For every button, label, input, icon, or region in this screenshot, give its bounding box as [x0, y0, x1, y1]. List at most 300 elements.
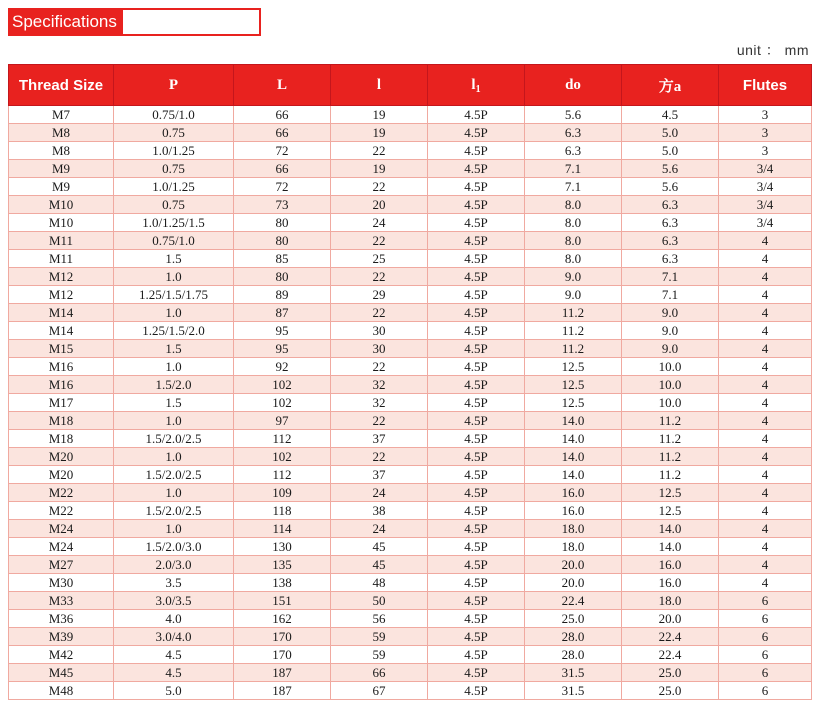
- cell-pitch: 1.0: [114, 304, 234, 322]
- cell-do: 12.5: [525, 376, 622, 394]
- cell-length-l1: 4.5P: [428, 232, 525, 250]
- cell-flutes: 4: [719, 376, 812, 394]
- cell-length-l-small: 22: [331, 232, 428, 250]
- cell-length-l: 109: [234, 484, 331, 502]
- column-header-square-a: 方a: [622, 65, 719, 106]
- cell-flutes: 6: [719, 592, 812, 610]
- cell-flutes: 3/4: [719, 214, 812, 232]
- cell-length-l1: 4.5P: [428, 646, 525, 664]
- cell-thread-size: M10: [9, 214, 114, 232]
- cell-length-l1: 4.5P: [428, 268, 525, 286]
- cell-length-l: 112: [234, 430, 331, 448]
- cell-pitch: 5.0: [114, 682, 234, 700]
- cell-thread-size: M7: [9, 106, 114, 124]
- cell-square-a: 7.1: [622, 286, 719, 304]
- cell-square-a: 14.0: [622, 520, 719, 538]
- cell-length-l1: 4.5P: [428, 466, 525, 484]
- cell-do: 12.5: [525, 394, 622, 412]
- cell-thread-size: M48: [9, 682, 114, 700]
- cell-pitch: 1.0: [114, 268, 234, 286]
- cell-pitch: 1.25/1.5/1.75: [114, 286, 234, 304]
- cell-square-a: 6.3: [622, 196, 719, 214]
- table-row: [9, 502, 812, 520]
- cell-thread-size: M30: [9, 574, 114, 592]
- cell-length-l1: 4.5P: [428, 430, 525, 448]
- cell-length-l-small: 32: [331, 376, 428, 394]
- cell-length-l: 162: [234, 610, 331, 628]
- column-header-l-small: l: [331, 65, 428, 106]
- cell-thread-size: M8: [9, 142, 114, 160]
- cell-do: 14.0: [525, 448, 622, 466]
- cell-pitch: 1.5/2.0/2.5: [114, 502, 234, 520]
- cell-do: 14.0: [525, 412, 622, 430]
- cell-length-l: 66: [234, 160, 331, 178]
- table-header-row: [9, 65, 812, 106]
- cell-flutes: 6: [719, 682, 812, 700]
- cell-thread-size: M36: [9, 610, 114, 628]
- cell-pitch: 1.0/1.25/1.5: [114, 214, 234, 232]
- cell-length-l: 80: [234, 232, 331, 250]
- cell-length-l: 95: [234, 340, 331, 358]
- cell-length-l-small: 19: [331, 106, 428, 124]
- cell-flutes: 4: [719, 412, 812, 430]
- cell-length-l-small: 37: [331, 466, 428, 484]
- cell-flutes: 6: [719, 646, 812, 664]
- cell-length-l-small: 59: [331, 646, 428, 664]
- cell-thread-size: M22: [9, 502, 114, 520]
- table-row: [9, 142, 812, 160]
- cell-flutes: 6: [719, 664, 812, 682]
- cell-length-l-small: 37: [331, 430, 428, 448]
- cell-flutes: 4: [719, 556, 812, 574]
- cell-thread-size: M16: [9, 358, 114, 376]
- cell-length-l: 151: [234, 592, 331, 610]
- cell-pitch: 3.0/3.5: [114, 592, 234, 610]
- cell-do: 31.5: [525, 664, 622, 682]
- cell-length-l-small: 59: [331, 628, 428, 646]
- cell-square-a: 10.0: [622, 358, 719, 376]
- cell-thread-size: M20: [9, 448, 114, 466]
- cell-pitch: 1.0: [114, 412, 234, 430]
- cell-thread-size: M14: [9, 304, 114, 322]
- cell-pitch: 1.5: [114, 394, 234, 412]
- cell-flutes: 4: [719, 448, 812, 466]
- cell-thread-size: M24: [9, 538, 114, 556]
- cell-square-a: 9.0: [622, 322, 719, 340]
- cell-do: 28.0: [525, 646, 622, 664]
- cell-do: 8.0: [525, 250, 622, 268]
- cell-do: 6.3: [525, 142, 622, 160]
- cell-length-l-small: 22: [331, 178, 428, 196]
- cell-pitch: 1.5: [114, 340, 234, 358]
- cell-flutes: 4: [719, 286, 812, 304]
- cell-pitch: 1.0/1.25: [114, 142, 234, 160]
- cell-square-a: 22.4: [622, 646, 719, 664]
- cell-thread-size: M9: [9, 178, 114, 196]
- cell-square-a: 14.0: [622, 538, 719, 556]
- cell-square-a: 11.2: [622, 430, 719, 448]
- cell-square-a: 12.5: [622, 502, 719, 520]
- cell-flutes: 4: [719, 232, 812, 250]
- cell-length-l-small: 22: [331, 412, 428, 430]
- cell-square-a: 5.0: [622, 142, 719, 160]
- cell-flutes: 4: [719, 520, 812, 538]
- cell-do: 8.0: [525, 196, 622, 214]
- cell-length-l1: 4.5P: [428, 592, 525, 610]
- cell-length-l1: 4.5P: [428, 520, 525, 538]
- cell-length-l1: 4.5P: [428, 160, 525, 178]
- table-row: [9, 268, 812, 286]
- cell-length-l-small: 22: [331, 142, 428, 160]
- cell-length-l: 66: [234, 106, 331, 124]
- cell-do: 16.0: [525, 484, 622, 502]
- cell-do: 8.0: [525, 232, 622, 250]
- cell-do: 9.0: [525, 268, 622, 286]
- cell-pitch: 1.5/2.0/2.5: [114, 430, 234, 448]
- cell-length-l1: 4.5P: [428, 250, 525, 268]
- cell-length-l1: 4.5P: [428, 502, 525, 520]
- cell-flutes: 3: [719, 124, 812, 142]
- cell-square-a: 9.0: [622, 304, 719, 322]
- cell-length-l-small: 19: [331, 160, 428, 178]
- cell-square-a: 9.0: [622, 340, 719, 358]
- cell-pitch: 1.0: [114, 448, 234, 466]
- table-row: [9, 106, 812, 124]
- l1-sub: 1: [475, 83, 481, 95]
- cell-do: 20.0: [525, 574, 622, 592]
- table-row: [9, 448, 812, 466]
- cell-square-a: 4.5: [622, 106, 719, 124]
- cell-length-l-small: 29: [331, 286, 428, 304]
- cell-square-a: 7.1: [622, 268, 719, 286]
- specifications-table: [8, 64, 812, 700]
- cell-length-l-small: 32: [331, 394, 428, 412]
- cell-do: 22.4: [525, 592, 622, 610]
- cell-length-l: 102: [234, 448, 331, 466]
- cell-length-l-small: 56: [331, 610, 428, 628]
- cell-do: 25.0: [525, 610, 622, 628]
- table-row: [9, 592, 812, 610]
- cell-thread-size: M9: [9, 160, 114, 178]
- cell-flutes: 4: [719, 304, 812, 322]
- cell-length-l: 102: [234, 376, 331, 394]
- table-row: [9, 160, 812, 178]
- cell-flutes: 4: [719, 358, 812, 376]
- cell-thread-size: M22: [9, 484, 114, 502]
- cell-flutes: 4: [719, 322, 812, 340]
- cell-pitch: 1.0: [114, 520, 234, 538]
- cell-flutes: 4: [719, 574, 812, 592]
- cell-do: 14.0: [525, 430, 622, 448]
- cell-do: 20.0: [525, 556, 622, 574]
- cell-flutes: 4: [719, 268, 812, 286]
- cell-flutes: 4: [719, 538, 812, 556]
- cell-length-l: 85: [234, 250, 331, 268]
- table-row: [9, 412, 812, 430]
- cell-length-l1: 4.5P: [428, 304, 525, 322]
- column-header-thread-size: Thread Size: [9, 65, 114, 106]
- cell-thread-size: M10: [9, 196, 114, 214]
- cell-length-l-small: 22: [331, 448, 428, 466]
- cell-pitch: 1.5/2.0/3.0: [114, 538, 234, 556]
- cell-flutes: 4: [719, 394, 812, 412]
- cell-length-l: 170: [234, 646, 331, 664]
- cell-length-l-small: 30: [331, 340, 428, 358]
- cell-do: 9.0: [525, 286, 622, 304]
- cell-thread-size: M14: [9, 322, 114, 340]
- cell-length-l: 72: [234, 178, 331, 196]
- cell-length-l: 89: [234, 286, 331, 304]
- table-row: [9, 322, 812, 340]
- cell-do: 28.0: [525, 628, 622, 646]
- cell-square-a: 5.6: [622, 178, 719, 196]
- cell-do: 14.0: [525, 466, 622, 484]
- cell-do: 11.2: [525, 304, 622, 322]
- table-row: [9, 466, 812, 484]
- cell-square-a: 6.3: [622, 250, 719, 268]
- cell-length-l-small: 67: [331, 682, 428, 700]
- cell-do: 31.5: [525, 682, 622, 700]
- table-row: [9, 682, 812, 700]
- cell-do: 6.3: [525, 124, 622, 142]
- cell-do: 18.0: [525, 520, 622, 538]
- cell-length-l: 92: [234, 358, 331, 376]
- cell-thread-size: M11: [9, 250, 114, 268]
- cell-thread-size: M17: [9, 394, 114, 412]
- cell-pitch: 4.5: [114, 664, 234, 682]
- cell-flutes: 4: [719, 250, 812, 268]
- column-header-flutes: Flutes: [719, 65, 812, 106]
- l1-base: l: [471, 76, 476, 93]
- table-row: [9, 610, 812, 628]
- cell-square-a: 18.0: [622, 592, 719, 610]
- cell-thread-size: M15: [9, 340, 114, 358]
- cell-length-l: 135: [234, 556, 331, 574]
- cell-length-l: 73: [234, 196, 331, 214]
- cell-thread-size: M12: [9, 286, 114, 304]
- cell-thread-size: M33: [9, 592, 114, 610]
- cell-length-l-small: 25: [331, 250, 428, 268]
- cell-pitch: 4.5: [114, 646, 234, 664]
- cell-pitch: 4.0: [114, 610, 234, 628]
- cell-length-l1: 4.5P: [428, 142, 525, 160]
- table-row: [9, 484, 812, 502]
- cell-length-l-small: 19: [331, 124, 428, 142]
- cell-do: 7.1: [525, 160, 622, 178]
- cell-flutes: 4: [719, 466, 812, 484]
- cell-flutes: 6: [719, 628, 812, 646]
- cell-flutes: 3/4: [719, 196, 812, 214]
- column-header-p: P: [114, 65, 234, 106]
- table-row: [9, 646, 812, 664]
- title-input-box[interactable]: [121, 8, 261, 36]
- cell-length-l1: 4.5P: [428, 556, 525, 574]
- cell-thread-size: M8: [9, 124, 114, 142]
- table-row: [9, 556, 812, 574]
- cell-square-a: 16.0: [622, 556, 719, 574]
- table-row: [9, 304, 812, 322]
- cell-do: 7.1: [525, 178, 622, 196]
- cell-pitch: 1.0: [114, 484, 234, 502]
- cell-length-l1: 4.5P: [428, 484, 525, 502]
- cell-flutes: 4: [719, 340, 812, 358]
- cell-length-l: 187: [234, 682, 331, 700]
- page-title: Specifications: [8, 8, 121, 36]
- table-row: [9, 358, 812, 376]
- cell-length-l1: 4.5P: [428, 214, 525, 232]
- cell-length-l: 80: [234, 214, 331, 232]
- cell-length-l1: 4.5P: [428, 538, 525, 556]
- table-row: [9, 232, 812, 250]
- table-row: [9, 520, 812, 538]
- cell-length-l: 187: [234, 664, 331, 682]
- cell-pitch: 0.75: [114, 196, 234, 214]
- cell-length-l1: 4.5P: [428, 178, 525, 196]
- cell-length-l-small: 30: [331, 322, 428, 340]
- cell-pitch: 3.0/4.0: [114, 628, 234, 646]
- cell-square-a: 12.5: [622, 484, 719, 502]
- cell-length-l1: 4.5P: [428, 286, 525, 304]
- cell-length-l-small: 45: [331, 538, 428, 556]
- cell-square-a: 25.0: [622, 664, 719, 682]
- cell-length-l-small: 38: [331, 502, 428, 520]
- cell-length-l1: 4.5P: [428, 610, 525, 628]
- cell-length-l: 80: [234, 268, 331, 286]
- cell-thread-size: M16: [9, 376, 114, 394]
- cell-length-l-small: 22: [331, 358, 428, 376]
- cell-length-l-small: 24: [331, 520, 428, 538]
- cell-thread-size: M12: [9, 268, 114, 286]
- cell-flutes: 3/4: [719, 178, 812, 196]
- cell-square-a: 22.4: [622, 628, 719, 646]
- cell-length-l1: 4.5P: [428, 628, 525, 646]
- table-row: [9, 664, 812, 682]
- cell-length-l1: 4.5P: [428, 376, 525, 394]
- table-row: [9, 286, 812, 304]
- cell-length-l: 170: [234, 628, 331, 646]
- cell-length-l: 118: [234, 502, 331, 520]
- table-row: [9, 124, 812, 142]
- cell-thread-size: M45: [9, 664, 114, 682]
- cell-length-l: 114: [234, 520, 331, 538]
- table-row: [9, 574, 812, 592]
- cell-length-l: 87: [234, 304, 331, 322]
- cell-length-l1: 4.5P: [428, 574, 525, 592]
- cell-length-l1: 4.5P: [428, 322, 525, 340]
- cell-thread-size: M11: [9, 232, 114, 250]
- cell-length-l1: 4.5P: [428, 340, 525, 358]
- cell-length-l1: 4.5P: [428, 682, 525, 700]
- unit-note: unit ： mm: [736, 42, 809, 58]
- column-header-do: do: [525, 65, 622, 106]
- specifications-table-wrap: [8, 64, 811, 700]
- cell-pitch: 2.0/3.0: [114, 556, 234, 574]
- cell-pitch: 1.0/1.25: [114, 178, 234, 196]
- table-row: [9, 430, 812, 448]
- cell-flutes: 3/4: [719, 160, 812, 178]
- cell-pitch: 1.5/2.0/2.5: [114, 466, 234, 484]
- cell-length-l-small: 22: [331, 268, 428, 286]
- cell-length-l-small: 66: [331, 664, 428, 682]
- cell-flutes: 4: [719, 484, 812, 502]
- cell-square-a: 6.3: [622, 214, 719, 232]
- cell-length-l1: 4.5P: [428, 664, 525, 682]
- table-row: [9, 394, 812, 412]
- column-header-l: L: [234, 65, 331, 106]
- cell-flutes: 6: [719, 610, 812, 628]
- table-row: [9, 538, 812, 556]
- cell-do: 8.0: [525, 214, 622, 232]
- cell-length-l-small: 20: [331, 196, 428, 214]
- table-row: [9, 340, 812, 358]
- cell-do: 11.2: [525, 340, 622, 358]
- cell-do: 18.0: [525, 538, 622, 556]
- cell-pitch: 3.5: [114, 574, 234, 592]
- cell-flutes: 3: [719, 142, 812, 160]
- column-header-l1: [428, 65, 525, 106]
- cell-length-l1: 4.5P: [428, 196, 525, 214]
- cell-length-l: 138: [234, 574, 331, 592]
- cell-length-l-small: 24: [331, 484, 428, 502]
- cell-length-l1: 4.5P: [428, 358, 525, 376]
- cell-pitch: 0.75: [114, 160, 234, 178]
- cell-length-l-small: 24: [331, 214, 428, 232]
- cell-length-l: 66: [234, 124, 331, 142]
- cell-square-a: 5.0: [622, 124, 719, 142]
- cell-thread-size: M24: [9, 520, 114, 538]
- cell-flutes: 4: [719, 502, 812, 520]
- cell-flutes: 4: [719, 430, 812, 448]
- cell-thread-size: M39: [9, 628, 114, 646]
- cell-square-a: 25.0: [622, 682, 719, 700]
- table-row: [9, 214, 812, 232]
- cell-thread-size: M18: [9, 430, 114, 448]
- cell-pitch: 1.25/1.5/2.0: [114, 322, 234, 340]
- cell-length-l1: 4.5P: [428, 448, 525, 466]
- cell-thread-size: M27: [9, 556, 114, 574]
- table-body: [9, 106, 812, 700]
- cell-length-l1: 4.5P: [428, 124, 525, 142]
- table-row: [9, 178, 812, 196]
- cell-square-a: 11.2: [622, 466, 719, 484]
- cell-length-l1: 4.5P: [428, 412, 525, 430]
- cell-do: 5.6: [525, 106, 622, 124]
- cell-length-l: 112: [234, 466, 331, 484]
- title-row: [8, 8, 261, 36]
- cell-length-l: 72: [234, 142, 331, 160]
- table-row: [9, 196, 812, 214]
- cell-flutes: 3: [719, 106, 812, 124]
- cell-pitch: 1.5/2.0: [114, 376, 234, 394]
- cell-pitch: 0.75: [114, 124, 234, 142]
- cell-length-l-small: 45: [331, 556, 428, 574]
- cell-square-a: 11.2: [622, 412, 719, 430]
- cell-square-a: 6.3: [622, 232, 719, 250]
- cell-do: 12.5: [525, 358, 622, 376]
- cell-pitch: 0.75/1.0: [114, 106, 234, 124]
- table-row: [9, 250, 812, 268]
- cell-square-a: 10.0: [622, 394, 719, 412]
- table-row: [9, 628, 812, 646]
- cell-pitch: 1.0: [114, 358, 234, 376]
- cell-length-l1: 4.5P: [428, 106, 525, 124]
- cell-do: 11.2: [525, 322, 622, 340]
- cell-length-l: 102: [234, 394, 331, 412]
- cell-pitch: 1.5: [114, 250, 234, 268]
- cell-length-l: 97: [234, 412, 331, 430]
- cell-length-l1: 4.5P: [428, 394, 525, 412]
- cell-thread-size: M20: [9, 466, 114, 484]
